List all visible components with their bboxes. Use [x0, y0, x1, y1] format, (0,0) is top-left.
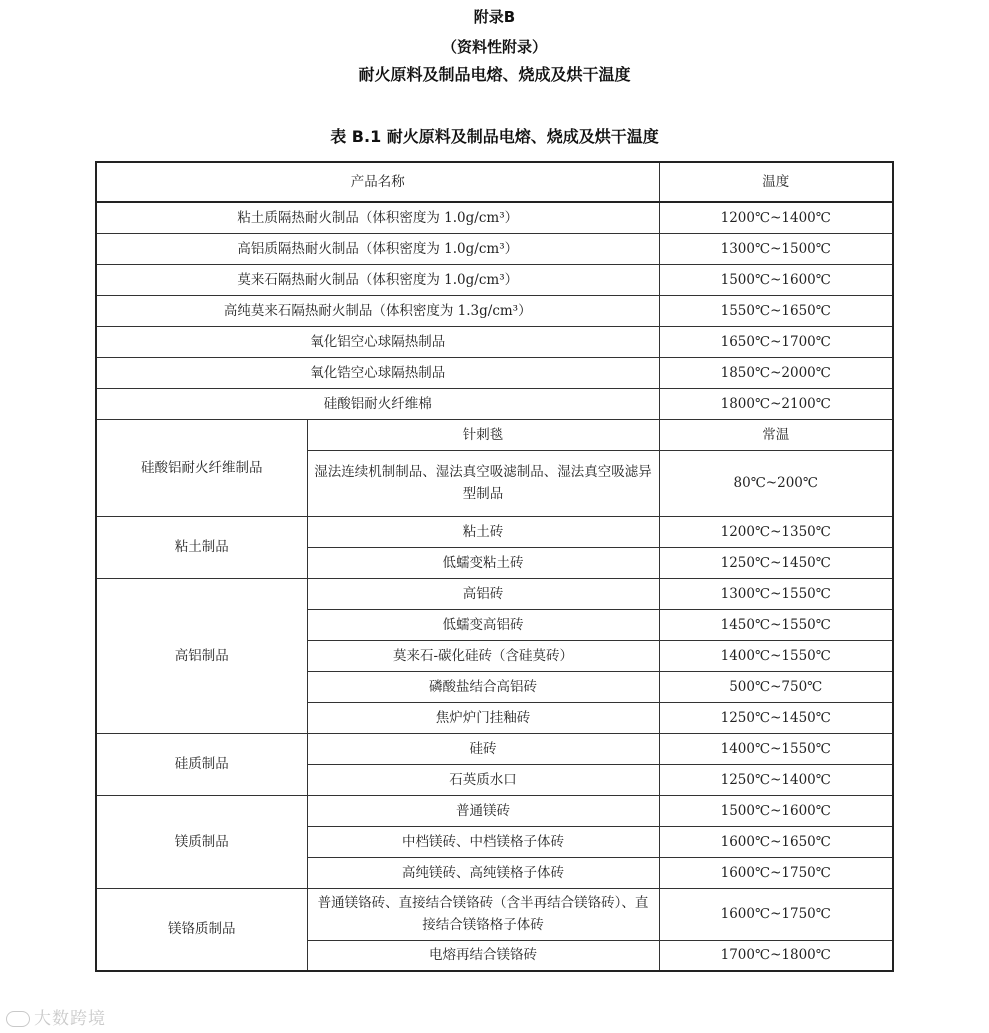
appendix-subtitle: （资料性附录） [441, 38, 547, 56]
temperature-cell: 1250℃~1400℃ [659, 764, 893, 795]
temperature-cell: 1200℃~1400℃ [659, 202, 893, 233]
product-name-cell: 普通镁铬砖、直接结合镁铬砖（含半再结合镁铬砖）、直接结合镁铬格子体砖 [307, 888, 659, 940]
product-name-cell: 湿法连续机制制品、湿法真空吸滤制品、湿法真空吸滤异型制品 [307, 450, 659, 516]
temperature-cell: 500℃~750℃ [659, 671, 893, 702]
header-product-name: 产品名称 [96, 162, 659, 202]
temperature-table [95, 161, 894, 972]
temperature-cell: 1850℃~2000℃ [659, 357, 893, 388]
product-name-cell: 氧化铝空心球隔热制品 [96, 326, 659, 357]
category-cell: 高铝制品 [96, 578, 307, 733]
product-name-cell: 莫来石隔热耐火制品（体积密度为 1.0g/cm³） [96, 264, 659, 295]
temperature-cell: 1450℃~1550℃ [659, 609, 893, 640]
category-cell: 镁铬质制品 [96, 888, 307, 971]
category-cell: 硅酸铝耐火纤维制品 [96, 419, 307, 516]
product-name-cell: 电熔再结合镁铬砖 [307, 940, 659, 971]
temperature-cell: 1400℃~1550℃ [659, 733, 893, 764]
temperature-cell: 1500℃~1600℃ [659, 264, 893, 295]
product-name-cell: 石英质水口 [307, 764, 659, 795]
temperature-cell: 1800℃~2100℃ [659, 388, 893, 419]
table-row [96, 233, 893, 264]
temperature-cell: 1550℃~1650℃ [659, 295, 893, 326]
table-row [96, 419, 893, 450]
product-name-cell: 高铝质隔热耐火制品（体积密度为 1.0g/cm³） [96, 233, 659, 264]
table-row [96, 733, 893, 764]
category-cell: 硅质制品 [96, 733, 307, 795]
product-name-cell: 硅砖 [307, 733, 659, 764]
temperature-cell: 1700℃~1800℃ [659, 940, 893, 971]
table-row [96, 578, 893, 609]
product-name-cell: 焦炉炉门挂釉砖 [307, 702, 659, 733]
header-temperature: 温度 [659, 162, 893, 202]
product-name-cell: 低蠕变高铝砖 [307, 609, 659, 640]
temperature-cell: 1300℃~1550℃ [659, 578, 893, 609]
product-name-cell: 高纯镁砖、高纯镁格子体砖 [307, 857, 659, 888]
temperature-cell: 1250℃~1450℃ [659, 547, 893, 578]
appendix-label: 附录B [473, 8, 516, 26]
temperature-cell: 1300℃~1500℃ [659, 233, 893, 264]
temperature-cell: 1600℃~1750℃ [659, 857, 893, 888]
product-name-cell: 高铝砖 [307, 578, 659, 609]
product-name-cell: 磷酸盐结合高铝砖 [307, 671, 659, 702]
temperature-cell: 1500℃~1600℃ [659, 795, 893, 826]
table-row [96, 264, 893, 295]
product-name-cell: 粘土质隔热耐火制品（体积密度为 1.0g/cm³） [96, 202, 659, 233]
table-header-row [96, 162, 893, 202]
temperature-cell: 1250℃~1450℃ [659, 702, 893, 733]
product-name-cell: 氧化锆空心球隔热制品 [96, 357, 659, 388]
table-row [96, 795, 893, 826]
temperature-cell: 1600℃~1750℃ [659, 888, 893, 940]
category-cell: 粘土制品 [96, 516, 307, 578]
product-name-cell: 莫来石-碳化硅砖（含硅莫砖） [307, 640, 659, 671]
product-name-cell: 普通镁砖 [307, 795, 659, 826]
table-row [96, 295, 893, 326]
temperature-cell: 80℃~200℃ [659, 450, 893, 516]
temperature-cell: 常温 [659, 419, 893, 450]
product-name-cell: 中档镁砖、中档镁格子体砖 [307, 826, 659, 857]
watermark [6, 1004, 106, 1029]
category-cell: 镁质制品 [96, 795, 307, 888]
table-row [96, 888, 893, 940]
temperature-cell: 1600℃~1650℃ [659, 826, 893, 857]
appendix-title: 耐火原料及制品电熔、烧成及烘干温度 [358, 65, 631, 84]
watermark-text: 大数跨境 [34, 1009, 106, 1029]
product-name-cell: 低蠕变粘土砖 [307, 547, 659, 578]
temperature-cell: 1650℃~1700℃ [659, 326, 893, 357]
temperature-cell: 1200℃~1350℃ [659, 516, 893, 547]
product-name-cell: 针刺毯 [307, 419, 659, 450]
table-caption: 表 B.1 耐火原料及制品电熔、烧成及烘干温度 [330, 127, 659, 146]
table-row [96, 357, 893, 388]
product-name-cell: 粘土砖 [307, 516, 659, 547]
product-name-cell: 硅酸铝耐火纤维棉 [96, 388, 659, 419]
table-row [96, 388, 893, 419]
table-row [96, 202, 893, 233]
table-row [96, 516, 893, 547]
product-name-cell: 高纯莫来石隔热耐火制品（体积密度为 1.3g/cm³） [96, 295, 659, 326]
temperature-cell: 1400℃~1550℃ [659, 640, 893, 671]
chat-bubble-icon [6, 1011, 30, 1027]
table-row [96, 326, 893, 357]
